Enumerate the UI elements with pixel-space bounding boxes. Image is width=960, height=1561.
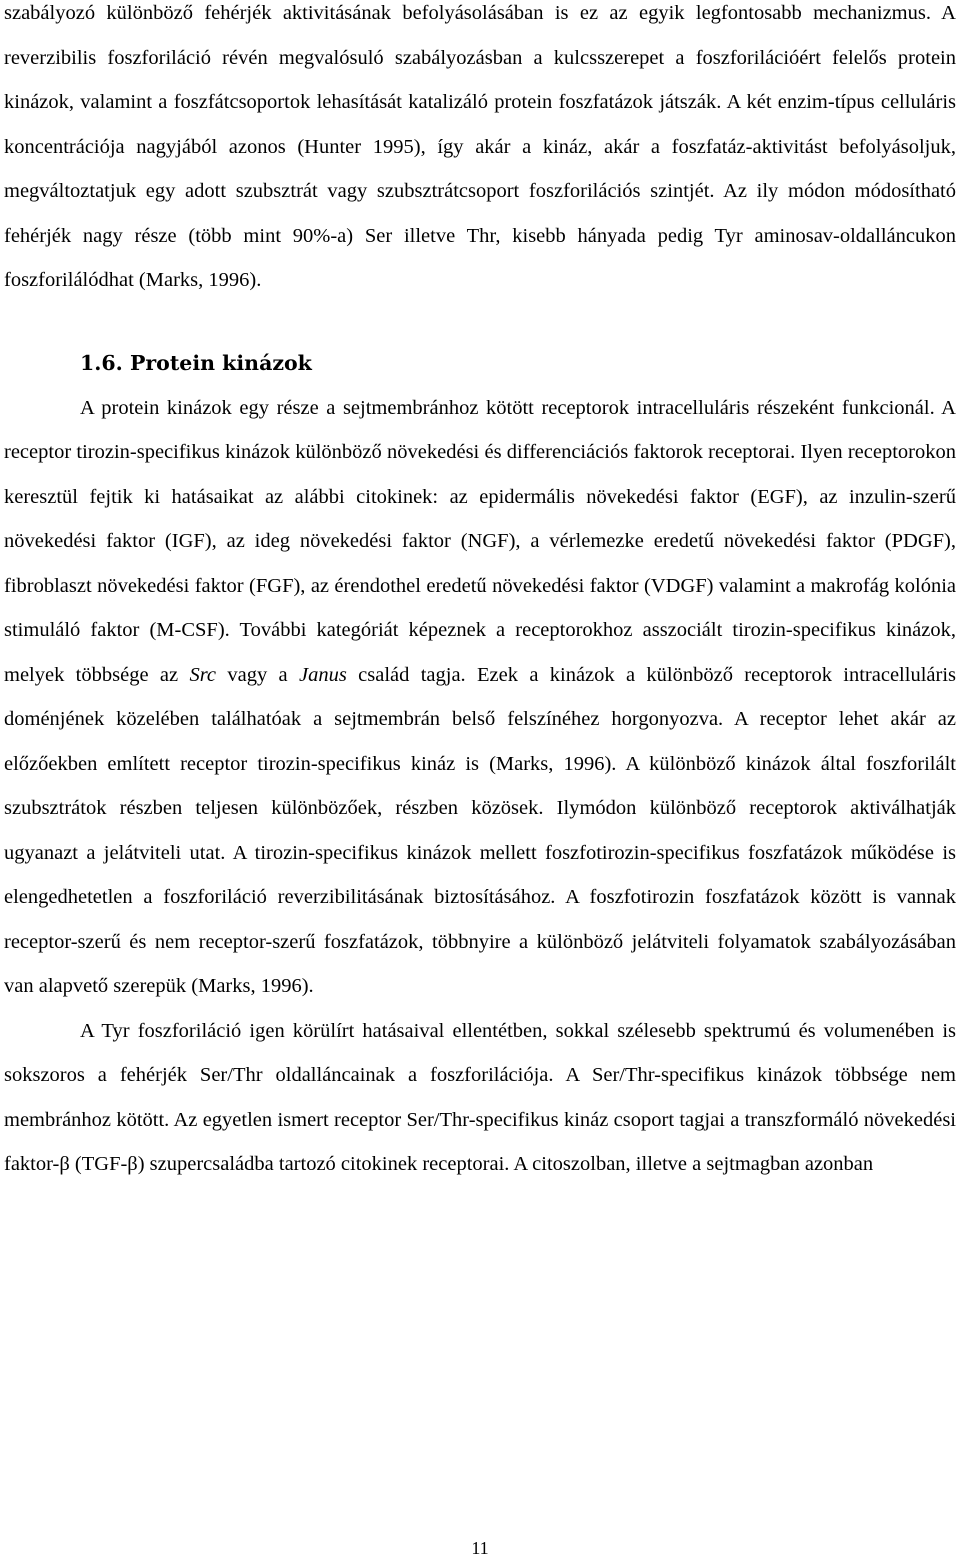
document-page bbox=[4, 0, 956, 1187]
page-number: 11 bbox=[471, 1538, 489, 1558]
paragraph-ser-thr: A Tyr foszforiláció igen körülírt hatásaival ellentétben, sokkal szélesebb spektrumú és volumenében is sokszoros a fehérjék Ser/Thr oldalláncainak a foszforilációja. A Ser/Thr-specifikus kinázok többsége nem membránhoz kötött. Az egyetlen ismert receptor Ser/Thr-specifikus kináz csoport tagjai a transzformáló növekedési faktor-β (TGF-β) szupercsaládba tartozó citokinek receptorai. A citoszolban, illetve a sejtmagban azonban bbox=[4, 1019, 956, 1175]
paragraph-protein-kinases bbox=[4, 386, 956, 1009]
section-heading: 1.6. Protein kinázok bbox=[80, 350, 312, 375]
paragraph-regulation: szabályozó különböző fehérjék aktivitásának befolyásolásában is ez az egyik legfontosabb mechanizmus. A reverzibilis foszforiláció révén megvalósuló szabályozásban a kulcsszerepet a foszforilációért felelős protein kinázok, valamint a foszfátcsoportok lehasítását katalizáló protein foszfatázok játszák. A két enzim-típus celluláris koncentrációja nagyjából azonos (Hunter 1995), így akár a kináz, akár a foszfatáz-aktivitást befolyásoljuk, megváltoztatjuk egy adott szubsztrát vagy szubsztrátcsoport foszforilációs szintjét. Az ily módon módosítható fehérjék nagy része (több mint 90%-a) Ser illetve Thr, kisebb hányada pedig Tyr aminosav-oldalláncukon foszforilálódhat (Marks, 1996). bbox=[4, 2, 956, 291]
paragraph-text-part1: A protein kinázok egy része a sejtmembránhoz kötött receptorok intracelluláris részeként funkcionál. A receptor tirozin-specifikus kinázok különböző növekedési és differenciációs faktorok receptorai. Ilyen receptorokon keresztül fejtik ki hatásaikat az alábbi citokinek: az epidermális növekedési faktor (EGF), az inzulin-szerű növekedési faktor (IGF), az ideg növekedési faktor (NGF), a vérlemezke eredetű növekedési faktor (PDGF), fibroblaszt növekedési faktor (FGF), az érendothel eredetű növekedési faktor (VDGF) valamint a makrofág kolónia stimuláló faktor (M-CSF). További kategóriát képeznek a receptorokhoz asszociált tirozin-specifikus kinázok, melyek többsége az bbox=[4, 396, 956, 686]
paragraph-text-part3: család tagja. Ezek a kinázok a különböző receptorok intracelluláris doménjének közelében találhatóak a sejtmembrán belső felszínéhez horgonyozva. A receptor lehet akár az előzőekben említett receptor tirozin-specifikus kináz is (Marks, 1996). A különböző kinázok által foszforilált szubsztrátok részben teljesen különbözőek, részben közösek. Ilymódon különböző receptorok aktiválhatják ugyanazt a jelátviteli utat. A tirozin-specifikus kinázok mellett foszfotirozin-specifikus foszfatázok működése is elengedhetetlen a foszforiláció reverzibilitásának biztosításához. A foszfotirozin foszfatázok között is vannak receptor-szerű és nem receptor-szerű foszfatázok, többnyire a különböző jelátviteli folyamatok szabályozásában van alapvető szerepük (Marks, 1996). bbox=[4, 663, 956, 997]
paragraph-text-part2: vagy a bbox=[216, 663, 299, 686]
italic-janus: Janus bbox=[298, 663, 347, 686]
italic-src: Src bbox=[189, 663, 217, 686]
